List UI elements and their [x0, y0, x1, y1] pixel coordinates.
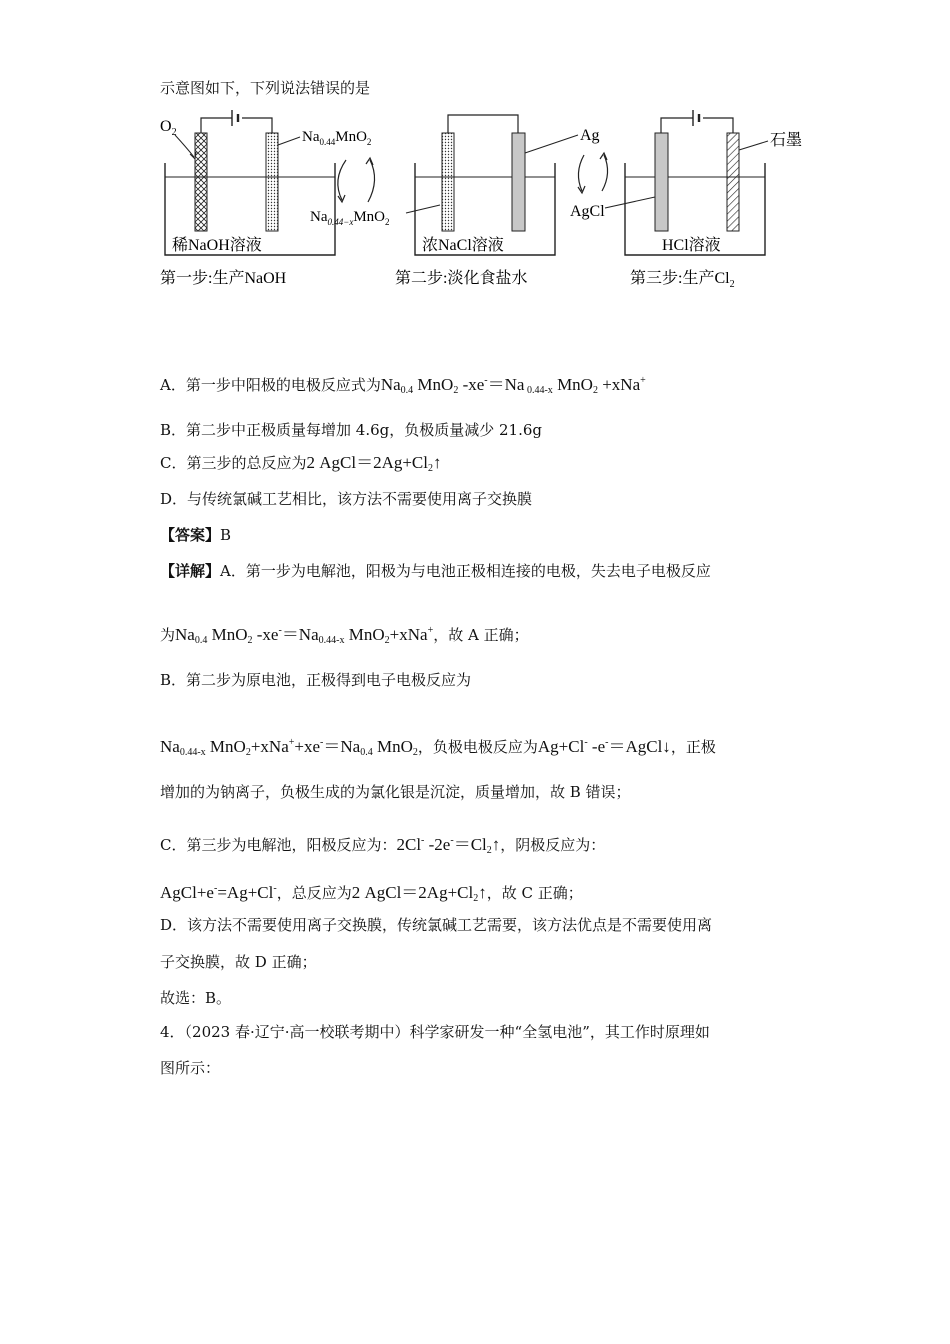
cell1-solution: 稀NaOH溶液 — [172, 237, 262, 254]
explain-a-line2: 为$Na_{0.4}$ MnO$_2$ $-xe^-=Na_{0.44-x}$ MnO$_2$+xNa+，故 A 正确； — [160, 625, 529, 646]
na044-mno2-label: $Na_{0.44}MnO_2$ — [302, 129, 372, 147]
explain-c-line1: C．第三步为电解池，阳极反应为：2Cl- $-2e^-=Cl_2↑$，阴极反应为： — [160, 835, 606, 856]
cell2-na-electrode — [442, 133, 454, 231]
explain-d-line2: 子交换膜，故 D 正确； — [160, 953, 317, 971]
cell2-solution: 浓NaCl溶液 — [422, 237, 504, 254]
option-b: B．第二步中正极质量每增加 4.6g，负极质量减少 21.6g — [160, 421, 543, 439]
explain-end: 故选：B。 — [160, 989, 232, 1007]
explain-d-line1: D．该方法不需要使用离子交换膜，传统氯碱工艺需要，该方法优点是不需要使用离 — [160, 916, 713, 934]
cell3-agcl-electrode — [655, 133, 668, 231]
graphite-label: 石墨 — [770, 132, 803, 149]
explain-b-line2: $Na_{0.44-x}$ $MnO_2+xNa^++xe^-=Na_{0.4}$ MnO$_2$，负极电极反应为Ag+Cl- -e-＝AgCl↓，正极 — [160, 737, 716, 758]
cell3-solution: HCl溶液 — [662, 237, 721, 254]
agcl-label: AgCl — [570, 203, 605, 220]
na-mno2-electrode — [266, 133, 278, 231]
cell2-ag-electrode — [512, 133, 525, 231]
na044x-mno2-label: $Na_{0.44-x}MnO_2$ — [310, 209, 390, 227]
explain-b-line3: 增加的为钠离子，负极生成的为氯化银是沉淀，质量增加，故 B 错误； — [160, 783, 631, 801]
explain-a-line1: 【详解】A．第一步为电解池，阳极为与电池正极相连接的电极，失去电子电极反应 — [160, 562, 711, 580]
option-a: A．第一步中阳极的电极反应式为$Na_{0.4}$ MnO$_2$ -xe-＝Na $_{0.44-x}$ MnO$_2$ +xNa+ — [160, 375, 646, 396]
electrolysis-diagram — [150, 105, 810, 295]
o2-electrode — [195, 133, 207, 231]
cell3-caption: 第三步:生产$Cl_2$ — [630, 270, 735, 290]
option-d: D．与传统氯碱工艺相比，该方法不需要使用离子交换膜 — [160, 490, 533, 508]
ag-agcl-cycle — [570, 127, 655, 220]
question-4-line1: 4．（2023 春·辽宁·高一校联考期中）科学家研发一种“全氢电池”，其工作时原理如 — [160, 1023, 710, 1041]
o2-label: $O_2$ — [160, 118, 177, 138]
answer: 【答案】B — [160, 526, 232, 544]
explain-c-line2: AgCl+e-=Ag+Cl-，总反应为2 $AgCl=2Ag+Cl_2↑$，故 C 正确； — [160, 883, 583, 904]
cell2-caption: 第二步:淡化食盐水 — [395, 270, 528, 287]
question-intro: 示意图如下，下列说法错误的是 — [160, 79, 371, 97]
option-c: C．第三步的总反应为2 $AgCl=2Ag+Cl_2↑$ — [160, 453, 442, 474]
graphite-electrode — [727, 133, 739, 231]
cell1-caption: 第一步:生产NaOH — [160, 270, 287, 287]
explain-b-line1: B．第二步为原电池，正极得到电子电极反应为 — [160, 671, 472, 689]
cell-2 — [395, 115, 578, 287]
cell-3 — [625, 110, 802, 290]
na-mno2-cycle — [310, 158, 440, 227]
ag-label: Ag — [580, 127, 600, 144]
question-4-line2: 图所示： — [160, 1059, 221, 1077]
